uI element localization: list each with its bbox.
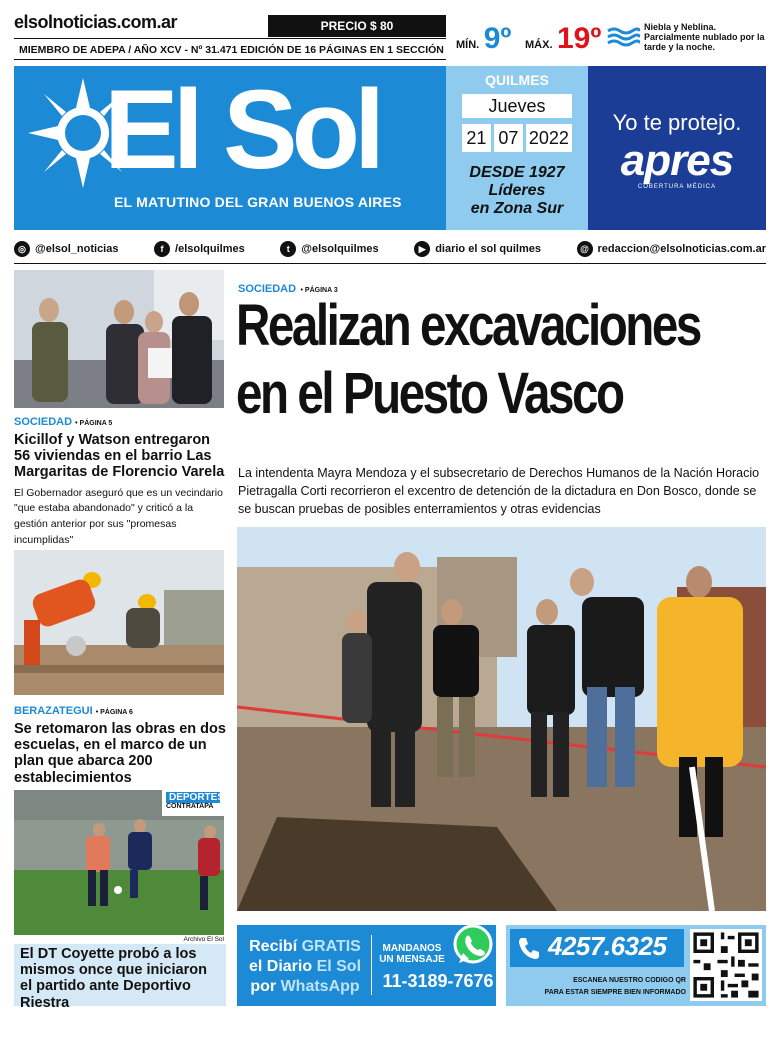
main-headline-line2: en el Puesto Vasco bbox=[236, 361, 623, 426]
deportes-tag-label: DEPORTES bbox=[166, 792, 220, 803]
social-email[interactable] bbox=[577, 241, 766, 257]
since-year: DESDE 1927 bbox=[469, 164, 565, 181]
photo-credit: Archivo El Sol bbox=[183, 936, 224, 943]
social-twitter[interactable] bbox=[280, 241, 378, 257]
social-bar bbox=[14, 234, 766, 264]
ad-subtitle: COBERTURA MÉDICA bbox=[637, 184, 717, 190]
photo-kicillof[interactable] bbox=[14, 270, 224, 408]
qr-caption-1a: ESCANEA NUESTRO bbox=[573, 977, 646, 984]
deportes-tag-page: CONTRATAPA bbox=[166, 803, 214, 810]
temp-min bbox=[456, 22, 511, 56]
masthead[interactable] bbox=[14, 66, 446, 230]
wa-message bbox=[377, 943, 447, 965]
temp-max bbox=[525, 22, 601, 56]
wa-line1-b: GRATIS bbox=[301, 938, 361, 955]
deportes-tag bbox=[162, 790, 224, 816]
date-numbers bbox=[462, 124, 572, 152]
story-headline: El DT Coyette probó a los mismos once que iniciaron el partido ante Deportivo Riestra bbox=[20, 946, 207, 1011]
story-obras[interactable] bbox=[14, 705, 226, 786]
whatsapp-number[interactable]: 11-3189-7676 bbox=[382, 971, 494, 991]
weekday: Jueves bbox=[462, 94, 572, 118]
social-facebook-label: /elsolquilmes bbox=[175, 242, 245, 255]
photo-obras[interactable] bbox=[14, 550, 224, 695]
wa-line3-a: por bbox=[250, 978, 277, 995]
ad-slogan: Yo te protejo. bbox=[612, 110, 742, 135]
story-kicker bbox=[14, 705, 226, 717]
social-instagram[interactable] bbox=[14, 241, 118, 257]
main-photo[interactable] bbox=[237, 527, 766, 911]
kicker-label: BERAZATEGUI bbox=[14, 705, 93, 717]
wa-msg1: MANDANOS bbox=[382, 943, 442, 954]
date-month: 07 bbox=[494, 124, 523, 152]
whatsapp-promo[interactable] bbox=[237, 925, 496, 1006]
whatsapp-promo-text bbox=[245, 937, 365, 997]
temp-min-value: 9º bbox=[483, 22, 512, 55]
wa-msg2: UN MENSAJE bbox=[379, 954, 445, 965]
story-summary: El Gobernador aseguró que es un vecindario "que estaba abandonado" y criticó a la gestión anterior por sus "promesas incumplidas" bbox=[14, 486, 223, 546]
main-kicker-label: SOCIEDAD bbox=[238, 283, 297, 295]
qr-code-icon[interactable] bbox=[690, 929, 762, 1001]
social-instagram-label: @elsol_noticias bbox=[35, 242, 119, 255]
price-badge: PRECIO $ 80 bbox=[268, 15, 446, 37]
story-headline: Kicillof y Watson entregaron 56 viviendas en el barrio Las Margaritas de Florencio Varela bbox=[14, 432, 225, 481]
logo-wordmark: El Sol bbox=[104, 67, 380, 192]
kicker-page: • PÁGINA 6 bbox=[95, 709, 133, 716]
social-youtube[interactable] bbox=[414, 241, 541, 257]
qr-caption-1b: CODIGO QR bbox=[645, 977, 686, 984]
phone-icon bbox=[516, 935, 542, 961]
main-summary: La intendenta Mayra Mendoza y el subsecretario de Derechos Humanos de la Nación Horacio Pietragalla Corti recorrieron el excentro de detención de la dictadura en Don Bosco, donde se se buscan pruebas de posibles enterramientos y otras evidencias bbox=[238, 466, 760, 516]
site-url[interactable]: elsolnoticias.com.ar bbox=[14, 12, 178, 32]
phone-promo[interactable] bbox=[506, 925, 766, 1006]
facebook-icon: f bbox=[154, 241, 170, 257]
wa-line2-a: el Diario bbox=[248, 958, 313, 975]
qr-caption bbox=[506, 975, 686, 999]
since-text bbox=[446, 164, 588, 218]
temp-max-value: 19º bbox=[556, 22, 602, 55]
story-kicillof[interactable] bbox=[14, 416, 226, 549]
temp-min-label: MÍN. bbox=[456, 39, 480, 51]
weather-text: Niebla y Neblina. Parcialmente nublado por la tarde y la noche. bbox=[644, 22, 765, 52]
wa-line3-b: WhatsApp bbox=[280, 978, 360, 995]
social-twitter-label: @elsolquilmes bbox=[301, 242, 379, 255]
story-deportes[interactable] bbox=[14, 944, 226, 1011]
since-line3: en Zona Sur bbox=[470, 200, 564, 217]
qr-caption-2b: BIEN INFORMADO bbox=[624, 989, 686, 996]
phone-number[interactable]: 4257.6325 bbox=[548, 931, 667, 961]
city-label: QUILMES bbox=[485, 72, 549, 88]
date-year: 2022 bbox=[526, 124, 572, 152]
date-box bbox=[446, 66, 588, 230]
social-email-label: redaccion@elsolnoticias.com.ar bbox=[597, 242, 766, 255]
kicker-label: SOCIEDAD bbox=[14, 416, 73, 428]
ad-brand: apres bbox=[620, 136, 734, 185]
wa-divider bbox=[371, 935, 372, 995]
social-youtube-label: diario el sol quilmes bbox=[435, 242, 541, 255]
kicker-page: • PÁGINA 5 bbox=[75, 420, 113, 427]
youtube-icon: ▶ bbox=[414, 241, 430, 257]
wa-line1-a: Recibí bbox=[249, 938, 298, 955]
email-icon: @ bbox=[577, 241, 593, 257]
since-line2: Líderes bbox=[488, 182, 546, 199]
fog-icon bbox=[606, 26, 640, 48]
wa-line2-b: El Sol bbox=[316, 958, 362, 975]
main-headline[interactable] bbox=[236, 292, 700, 428]
date-day: 21 bbox=[462, 124, 491, 152]
weather-box bbox=[450, 14, 766, 60]
main-kicker-page: • PÁGINA 3 bbox=[300, 287, 338, 294]
instagram-icon: ◎ bbox=[14, 241, 30, 257]
qr-caption-2a: PARA ESTAR SIEMPRE bbox=[544, 989, 625, 996]
apres-ad[interactable] bbox=[588, 66, 766, 230]
whatsapp-icon bbox=[451, 923, 495, 967]
main-headline-line1: Realizan excavaciones bbox=[236, 293, 700, 358]
story-headline: Se retomaron las obras en dos escuelas, en el marco de un plan que abarca 200 establecimientos bbox=[14, 721, 226, 786]
story-kicker bbox=[14, 416, 226, 428]
social-facebook[interactable] bbox=[154, 241, 245, 257]
tagline: EL MATUTINO DEL GRAN BUENOS AIRES bbox=[114, 194, 402, 210]
temp-max-label: MÁX. bbox=[525, 39, 553, 51]
edition-info: MIEMBRO DE ADEPA / AÑO XCV - Nº 31.471 EDICIÓN DE 16 PÁGINAS EN 1 SECCIÓN bbox=[14, 38, 446, 60]
twitter-icon: t bbox=[280, 241, 296, 257]
